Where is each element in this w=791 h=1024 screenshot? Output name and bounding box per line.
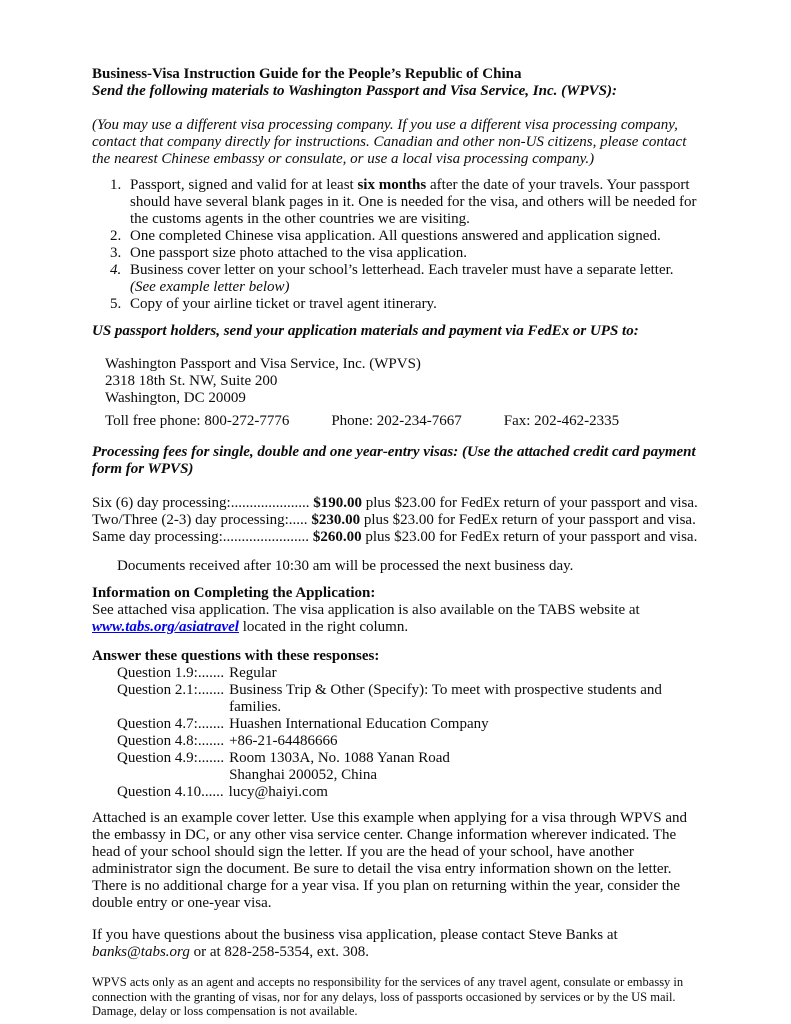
question-row (117, 733, 701, 750)
fee-row (92, 495, 701, 512)
question-answer: lucy@haiyi.com (228, 784, 328, 800)
list-item-number: 4. (110, 262, 122, 278)
question-answer: Room 1303A, No. 1088 Yanan Road Shanghai 200052, China (229, 750, 450, 783)
question-answer: Business Trip & Other (Specify): To meet with prospective students and families. (229, 682, 662, 715)
question-answer: Huashen International Education Company (229, 716, 489, 732)
answers-heading: Answer these questions with these responses: (92, 648, 380, 664)
contact-paragraph: If you have questions about the business visa application, please contact Steve Banks at banks@tabs.org or at 828-258-5354, ext. 308. (92, 927, 618, 960)
doc-subtitle: Send the following materials to Washington Passport and Visa Service, Inc. (WPVS): (92, 83, 617, 99)
shipping-heading: US passport holders, send your application materials and payment via FedEx or UPS to: (92, 323, 639, 339)
fee-detail: plus $23.00 for FedEx return of your passport and visa. (361, 495, 698, 511)
list-item (92, 262, 701, 296)
fee-row (92, 512, 701, 529)
phone-number: Phone: 202-234-7667 (331, 413, 462, 429)
fee-label: Same day processing:....................... (92, 529, 310, 545)
list-item-number: 1. (110, 177, 122, 193)
tabs-website-link[interactable]: www.tabs.org/asiatravel (92, 619, 239, 635)
list-item (92, 228, 701, 245)
question-label: Question 4.8:....... (117, 733, 225, 749)
question-row (117, 784, 701, 801)
question-row (117, 665, 701, 682)
question-label: Question 1.9:....... (117, 665, 225, 681)
list-item (92, 296, 701, 313)
fee-amount: $230.00 (311, 512, 361, 528)
cover-letter-paragraph: Attached is an example cover letter. Use this example when applying for a visa through WPVS and the embassy in DC, or any other visa service center. Change information wherever indicated. The head of your school should sign the letter. If you are the head of your school, have another administrator sign the document. Be sure to detail the visa entry information shown on the letter. There is no additional charge for a year visa. If you plan on returning within the year, consider the double entry or one-year visa. (92, 810, 687, 911)
question-row (117, 682, 701, 716)
doc-title: Business-Visa Instruction Guide for the People’s Republic of China (92, 66, 522, 82)
question-label: Question 4.10...... (117, 784, 224, 800)
questions-list (117, 665, 701, 801)
fee-detail: plus $23.00 for FedEx return of your passport and visa. (361, 529, 698, 545)
address-line: 2318 18th St. NW, Suite 200 (105, 373, 278, 389)
list-item-text: Copy of your airline ticket or travel agent itinerary. (130, 296, 437, 312)
contact-email: banks@tabs.org (92, 944, 190, 960)
fee-amount: $190.00 (313, 495, 362, 511)
shipping-address (105, 356, 701, 407)
list-item-number: 3. (110, 245, 122, 261)
phone-row (105, 413, 701, 430)
list-item-number: 2. (110, 228, 122, 244)
fee-row (92, 529, 701, 546)
list-item-text: One completed Chinese visa application. All questions answered and application signed. (130, 228, 661, 244)
materials-list (92, 177, 701, 313)
intro-note: (You may use a different visa processing company. If you use a different visa processing company, contact that company directly for instructions. Canadian and other non-US citizens, please contact the nearest Chinese embassy or consulate, or use a local visa processing company.) (92, 117, 687, 167)
question-row (117, 750, 701, 784)
toll-free-phone: Toll free phone: 800-272-7776 (105, 413, 290, 429)
question-label: Question 2.1:....... (117, 682, 225, 698)
address-line: Washington Passport and Visa Service, Inc. (WPVS) (105, 356, 421, 372)
question-row (117, 716, 701, 733)
fax-number: Fax: 202-462-2335 (503, 413, 620, 429)
fees-note: Documents received after 10:30 am will be processed the next business day. (117, 558, 574, 574)
list-item-text: Business cover letter on your school’s letterhead. Each traveler must have a separate letter. (See example letter below) (130, 262, 674, 295)
address-line: Washington, DC 20009 (105, 390, 246, 406)
list-item (92, 245, 701, 262)
list-item-number: 5. (110, 296, 122, 312)
question-label: Question 4.9:....... (117, 750, 225, 766)
fee-detail: plus $23.00 for FedEx return of your passport and visa. (360, 512, 696, 528)
fee-label: Two/Three (2-3) day processing:..... (92, 512, 308, 528)
list-item-text: Passport, signed and valid for at least six months after the date of your travels. Your passport should have several blank pages in it. One is needed for the visa, and others will be needed for the customs agents in the other countries we are visiting. (130, 177, 697, 227)
list-item (92, 177, 701, 228)
fee-amount: $260.00 (312, 529, 362, 545)
fee-label: Six (6) day processing:..................... (92, 495, 310, 511)
info-heading: Information on Completing the Application: (92, 585, 376, 601)
fees-table (92, 495, 701, 546)
disclaimer-text: WPVS acts only as an agent and accepts no responsibility for the services of any travel agent, consulate or embassy in connection with the granting of visas, nor for any delays, loss of passports occasioned by services or by the US mail. Damage, delay or loss compensation is not available. (92, 975, 684, 1018)
question-answer: Regular (229, 665, 277, 681)
fees-heading: Processing fees for single, double and one year-entry visas: (Use the attached credit card payment form for WPVS) (92, 444, 696, 477)
question-label: Question 4.7:....... (117, 716, 225, 732)
question-answer: +86-21-64486666 (229, 733, 338, 749)
list-item-text: One passport size photo attached to the visa application. (130, 245, 467, 261)
info-text: See attached visa application. The visa application is also available on the TABS website at www.tabs.org/asiatravel located in the right column. (92, 602, 640, 635)
